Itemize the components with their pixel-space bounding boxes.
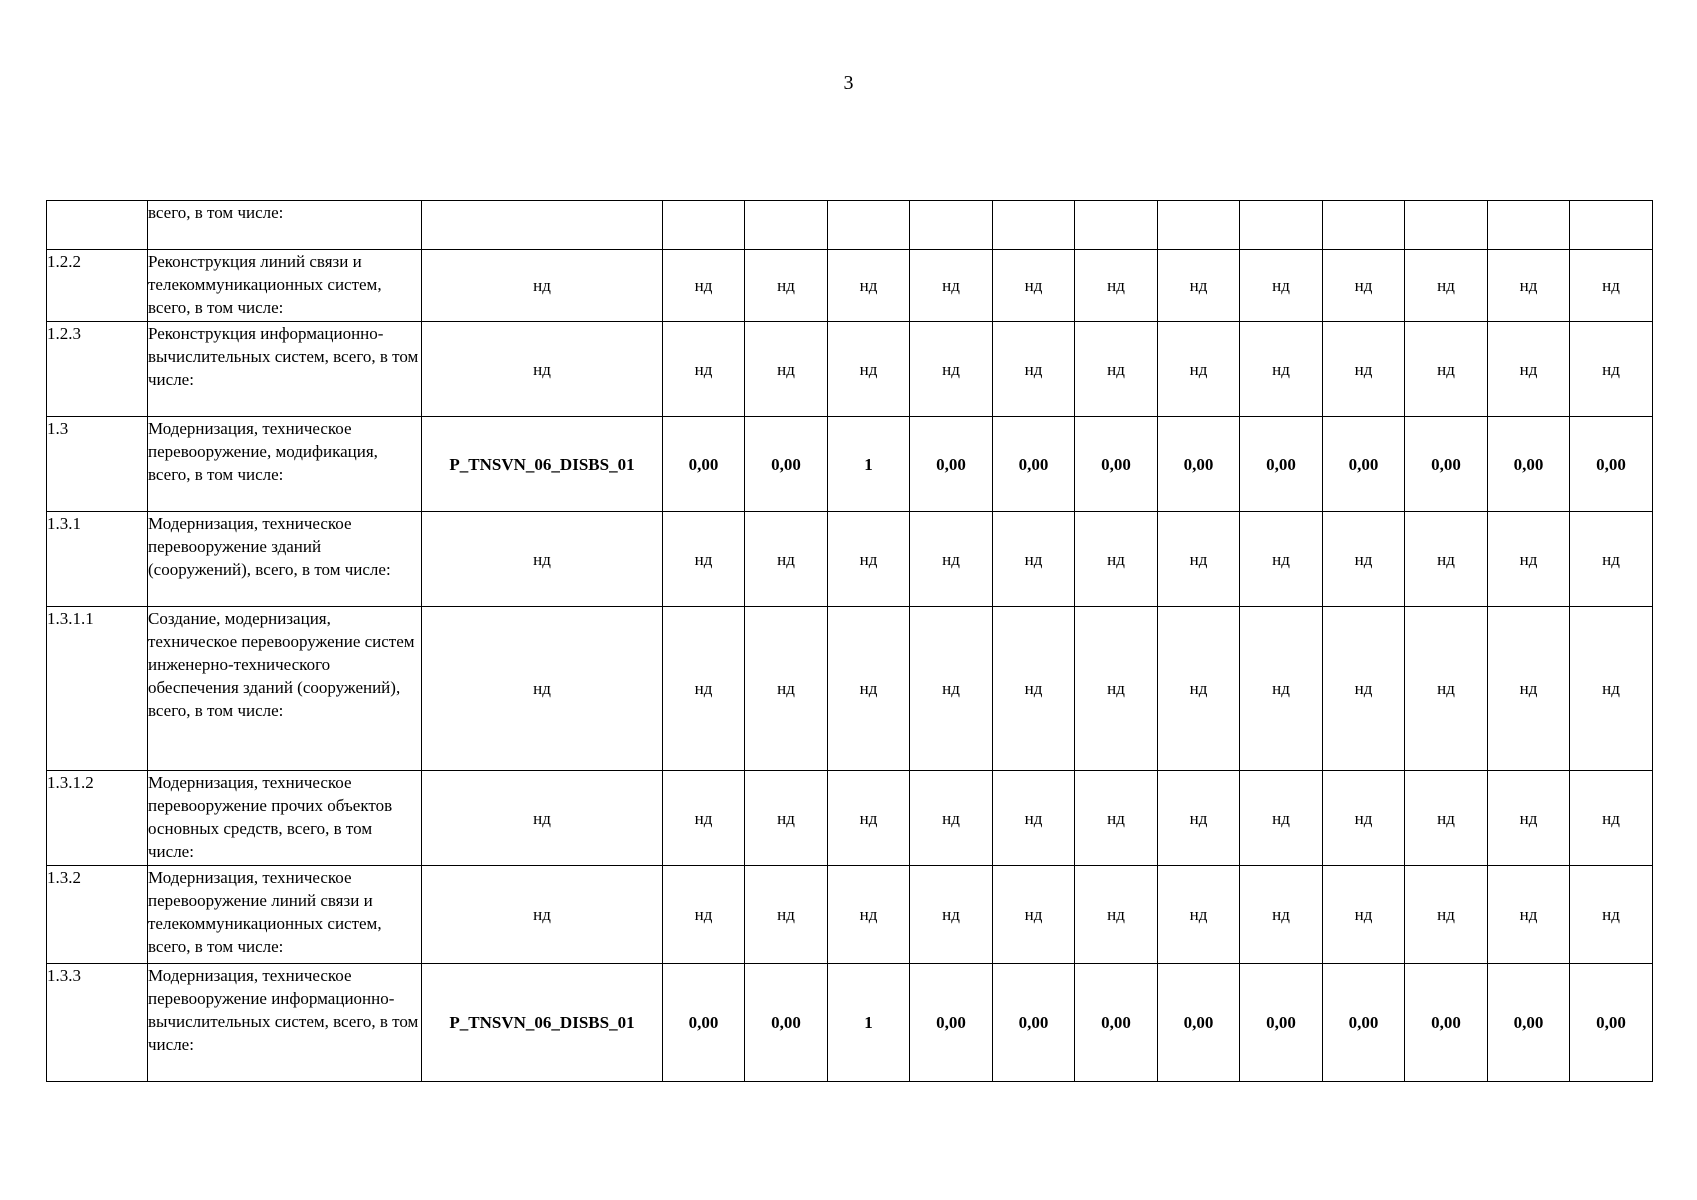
- value-cell: нд: [663, 322, 745, 417]
- project-code-cell: P_TNSVN_06_DISBS_01: [422, 964, 663, 1082]
- value-cell: нд: [993, 866, 1075, 964]
- value-cell: нд: [1240, 250, 1323, 322]
- value-cell: 0,00: [1323, 417, 1405, 512]
- project-code-cell: нд: [422, 512, 663, 607]
- value-cell: 0,00: [1158, 417, 1240, 512]
- value-cell: 0,00: [1488, 964, 1570, 1082]
- value-cell: нд: [993, 322, 1075, 417]
- row-name-cell: всего, в том числе:: [148, 201, 422, 250]
- row-number-cell: 1.3.3: [47, 964, 148, 1082]
- table-row: [47, 250, 1653, 322]
- value-cell: нд: [1323, 771, 1405, 866]
- table-row: [47, 771, 1653, 866]
- value-cell: 0,00: [993, 417, 1075, 512]
- value-cell: 0,00: [1240, 964, 1323, 1082]
- value-cell: [663, 201, 745, 250]
- value-cell: нд: [1570, 771, 1653, 866]
- value-cell: 1: [828, 417, 910, 512]
- value-cell: нд: [910, 250, 993, 322]
- value-cell: нд: [1570, 512, 1653, 607]
- value-cell: 0,00: [1075, 417, 1158, 512]
- row-number-cell: 1.3.2: [47, 866, 148, 964]
- value-cell: нд: [1323, 250, 1405, 322]
- value-cell: 0,00: [1323, 964, 1405, 1082]
- table-row: [47, 512, 1653, 607]
- value-cell: нд: [745, 250, 828, 322]
- row-number-cell: 1.3.1.2: [47, 771, 148, 866]
- value-cell: 0,00: [910, 417, 993, 512]
- table-row: [47, 607, 1653, 771]
- value-cell: нд: [663, 866, 745, 964]
- value-cell: нд: [910, 607, 993, 771]
- row-number-cell: 1.2.2: [47, 250, 148, 322]
- value-cell: нд: [828, 866, 910, 964]
- table-row: [47, 417, 1653, 512]
- value-cell: нд: [1240, 512, 1323, 607]
- row-name-cell: Модернизация, техническое перевооружение информационно-вычислительных систем, всего, в том числе:: [148, 964, 422, 1082]
- value-cell: нд: [910, 866, 993, 964]
- value-cell: нд: [1240, 771, 1323, 866]
- row-name-cell: Создание, модернизация, техническое перевооружение систем инженерно-технического обеспечения зданий (сооружений), всего, в том числе:: [148, 607, 422, 771]
- value-cell: нд: [1405, 866, 1488, 964]
- table-row: [47, 322, 1653, 417]
- value-cell: нд: [1488, 322, 1570, 417]
- value-cell: нд: [910, 512, 993, 607]
- value-cell: 0,00: [1158, 964, 1240, 1082]
- value-cell: [745, 201, 828, 250]
- row-number-cell: 1.3.1: [47, 512, 148, 607]
- value-cell: 0,00: [745, 964, 828, 1082]
- value-cell: нд: [1240, 322, 1323, 417]
- row-name-cell: Модернизация, техническое перевооружение зданий (сооружений), всего, в том числе:: [148, 512, 422, 607]
- row-name-cell: Реконструкция информационно-вычислительных систем, всего, в том числе:: [148, 322, 422, 417]
- row-number-cell: [47, 201, 148, 250]
- value-cell: [1405, 201, 1488, 250]
- project-code-cell: нд: [422, 607, 663, 771]
- row-name-cell: Модернизация, техническое перевооружение линий связи и телекоммуникационных систем, всего, в том числе:: [148, 866, 422, 964]
- value-cell: нд: [993, 512, 1075, 607]
- value-cell: нд: [745, 322, 828, 417]
- row-name-cell: Модернизация, техническое перевооружение, модификация, всего, в том числе:: [148, 417, 422, 512]
- value-cell: нд: [1158, 771, 1240, 866]
- value-cell: нд: [1158, 866, 1240, 964]
- value-cell: нд: [1570, 866, 1653, 964]
- value-cell: 0,00: [910, 964, 993, 1082]
- value-cell: нд: [1158, 607, 1240, 771]
- value-cell: 0,00: [745, 417, 828, 512]
- value-cell: нд: [1158, 512, 1240, 607]
- value-cell: нд: [828, 512, 910, 607]
- value-cell: нд: [1075, 771, 1158, 866]
- value-cell: 0,00: [993, 964, 1075, 1082]
- value-cell: нд: [910, 771, 993, 866]
- value-cell: нд: [993, 771, 1075, 866]
- value-cell: 0,00: [1405, 964, 1488, 1082]
- value-cell: нд: [1488, 250, 1570, 322]
- row-name-cell: Модернизация, техническое перевооружение прочих объектов основных средств, всего, в том числе:: [148, 771, 422, 866]
- value-cell: нд: [1158, 322, 1240, 417]
- value-cell: нд: [745, 512, 828, 607]
- value-cell: [1075, 201, 1158, 250]
- value-cell: нд: [828, 250, 910, 322]
- value-cell: [828, 201, 910, 250]
- table-row: [47, 201, 1653, 250]
- value-cell: [1570, 201, 1653, 250]
- row-name-cell: Реконструкция линий связи и телекоммуникационных систем, всего, в том числе:: [148, 250, 422, 322]
- value-cell: нд: [1240, 866, 1323, 964]
- value-cell: [993, 201, 1075, 250]
- value-cell: нд: [1323, 866, 1405, 964]
- value-cell: нд: [1405, 607, 1488, 771]
- value-cell: нд: [663, 512, 745, 607]
- value-cell: нд: [745, 607, 828, 771]
- value-cell: нд: [1158, 250, 1240, 322]
- value-cell: 0,00: [1405, 417, 1488, 512]
- value-cell: 0,00: [1240, 417, 1323, 512]
- value-cell: нд: [1075, 250, 1158, 322]
- value-cell: нд: [1405, 512, 1488, 607]
- value-cell: нд: [745, 866, 828, 964]
- value-cell: 0,00: [663, 964, 745, 1082]
- project-code-cell: нд: [422, 866, 663, 964]
- value-cell: нд: [1488, 512, 1570, 607]
- project-code-cell: [422, 201, 663, 250]
- value-cell: [1158, 201, 1240, 250]
- value-cell: нд: [1570, 250, 1653, 322]
- value-cell: нд: [828, 771, 910, 866]
- value-cell: [1488, 201, 1570, 250]
- value-cell: нд: [1240, 607, 1323, 771]
- value-cell: нд: [663, 250, 745, 322]
- table-row: [47, 964, 1653, 1082]
- value-cell: 0,00: [663, 417, 745, 512]
- value-cell: нд: [993, 607, 1075, 771]
- value-cell: нд: [1488, 866, 1570, 964]
- value-cell: 0,00: [1075, 964, 1158, 1082]
- project-code-cell: нд: [422, 322, 663, 417]
- project-code-cell: нд: [422, 250, 663, 322]
- value-cell: нд: [1570, 607, 1653, 771]
- value-cell: нд: [828, 607, 910, 771]
- value-cell: 0,00: [1570, 417, 1653, 512]
- row-number-cell: 1.3: [47, 417, 148, 512]
- value-cell: [1240, 201, 1323, 250]
- value-cell: нд: [1323, 322, 1405, 417]
- page-number: 3: [843, 72, 854, 94]
- value-cell: нд: [1488, 771, 1570, 866]
- value-cell: 1: [828, 964, 910, 1082]
- row-number-cell: 1.2.3: [47, 322, 148, 417]
- value-cell: нд: [663, 607, 745, 771]
- value-cell: 0,00: [1488, 417, 1570, 512]
- value-cell: нд: [993, 250, 1075, 322]
- value-cell: нд: [1323, 512, 1405, 607]
- row-number-cell: 1.3.1.1: [47, 607, 148, 771]
- table-row: [47, 866, 1653, 964]
- value-cell: [1323, 201, 1405, 250]
- investment-table: [46, 200, 1653, 1082]
- value-cell: нд: [1405, 771, 1488, 866]
- value-cell: [910, 201, 993, 250]
- value-cell: нд: [1075, 607, 1158, 771]
- value-cell: 0,00: [1570, 964, 1653, 1082]
- project-code-cell: P_TNSVN_06_DISBS_01: [422, 417, 663, 512]
- value-cell: нд: [1075, 512, 1158, 607]
- value-cell: нд: [1570, 322, 1653, 417]
- value-cell: нд: [1075, 322, 1158, 417]
- value-cell: нд: [1405, 322, 1488, 417]
- value-cell: нд: [745, 771, 828, 866]
- value-cell: нд: [910, 322, 993, 417]
- project-code-cell: нд: [422, 771, 663, 866]
- value-cell: нд: [663, 771, 745, 866]
- value-cell: нд: [1075, 866, 1158, 964]
- value-cell: нд: [1323, 607, 1405, 771]
- value-cell: нд: [1488, 607, 1570, 771]
- value-cell: нд: [828, 322, 910, 417]
- value-cell: нд: [1405, 250, 1488, 322]
